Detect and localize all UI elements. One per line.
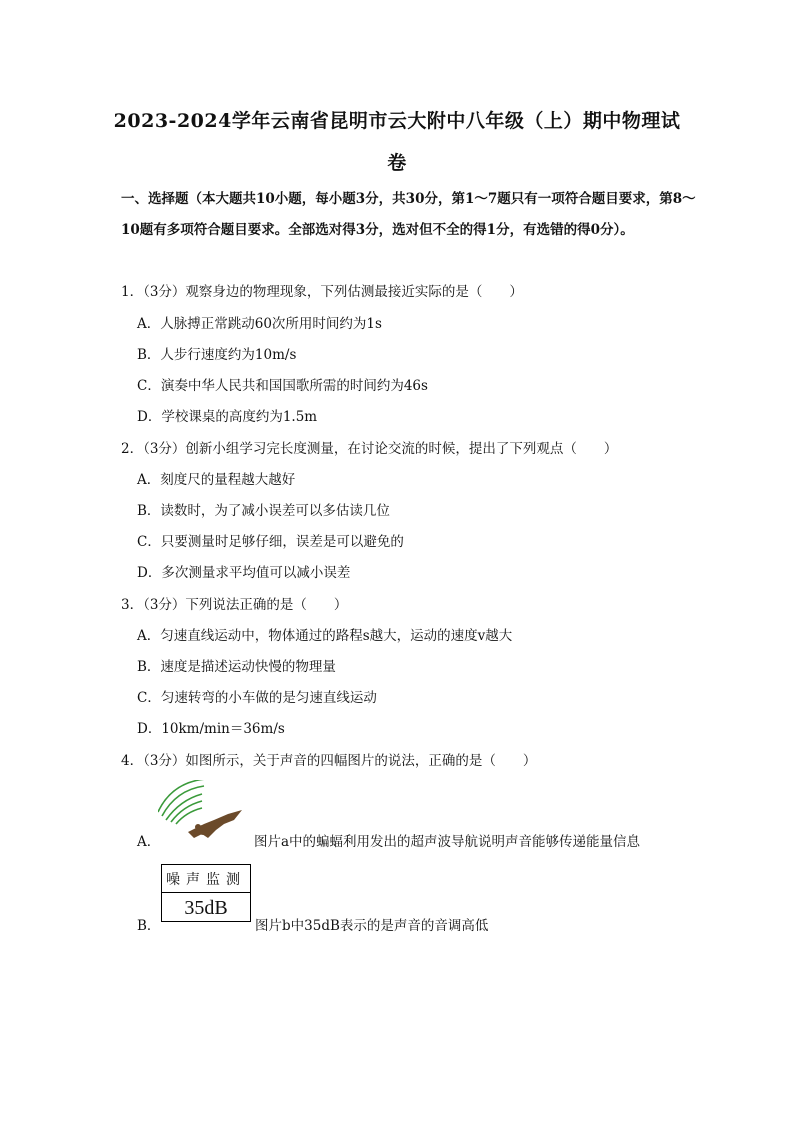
- section-heading: 一、选择题（本大题共10小题，每小题3分，共30分，第1～7题只有一项符合题目要求，第8～10题有多项符合题目要求。全部选对得3分，选对但不全的得1分，有选错的得0分）。: [121, 191, 696, 238]
- exam-title-line1: 2023-2024学年云南省昆明市云大附中八年级（上）期中物理试: [113, 110, 681, 132]
- question-4-stem: 4．（3分）如图所示，关于声音的四幅图片的说法，正确的是（ ）: [121, 753, 537, 769]
- question-4-option-a-text: 图片a中的蝙蝠利用发出的超声波导航说明声音能够传递能量信息: [254, 834, 641, 850]
- question-1-option-b: B．人步行速度约为10m/s: [137, 347, 297, 363]
- question-3-option-d: D．10km/min＝36m/s: [137, 721, 285, 737]
- question-3-option-c: C．匀速转弯的小车做的是匀速直线运动: [137, 690, 377, 706]
- question-4-option-b-label: B．: [137, 918, 161, 934]
- question-2-option-c: C．只要测量时足够仔细，误差是可以避免的: [137, 534, 404, 550]
- question-1-option-d: D．学校课桌的高度约为1.5m: [137, 409, 318, 425]
- noise-monitor-reading: 35dB: [184, 896, 228, 919]
- noise-monitor-caption: 噪声监测: [162, 865, 250, 893]
- exam-title-line2: 卷: [387, 152, 407, 174]
- question-2-option-b: B．读数时，为了减小误差可以多估读几位: [137, 503, 390, 519]
- question-1-option-a: A．人脉搏正常跳动60次所用时间约为1s: [137, 316, 382, 332]
- question-4-option-a-label: A．: [137, 834, 161, 850]
- question-2-option-a: A．刻度尺的量程越大越好: [137, 472, 296, 488]
- question-3-option-a: A．匀速直线运动中，物体通过的路程s越大，运动的速度v越大: [137, 628, 513, 644]
- question-2-stem: 2．（3分）创新小组学习完长度测量，在讨论交流的时候，提出了下列观点（ ）: [121, 441, 618, 457]
- question-2-option-d: D．多次测量求平均值可以减小误差: [137, 565, 351, 581]
- question-3-option-b: B．速度是描述运动快慢的物理量: [137, 659, 336, 675]
- bat-sound-wave-image: [158, 780, 248, 846]
- noise-monitor-display: [161, 864, 251, 922]
- question-4-option-b-text: 图片b中35dB表示的是声音的音调高低: [255, 918, 489, 934]
- question-3-stem: 3．（3分）下列说法正确的是（ ）: [121, 597, 348, 613]
- question-1-option-c: C．演奏中华人民共和国国歌所需的时间约为46s: [137, 378, 428, 394]
- question-1-stem: 1．（3分）观察身边的物理现象，下列估测最接近实际的是（ ）: [121, 284, 523, 300]
